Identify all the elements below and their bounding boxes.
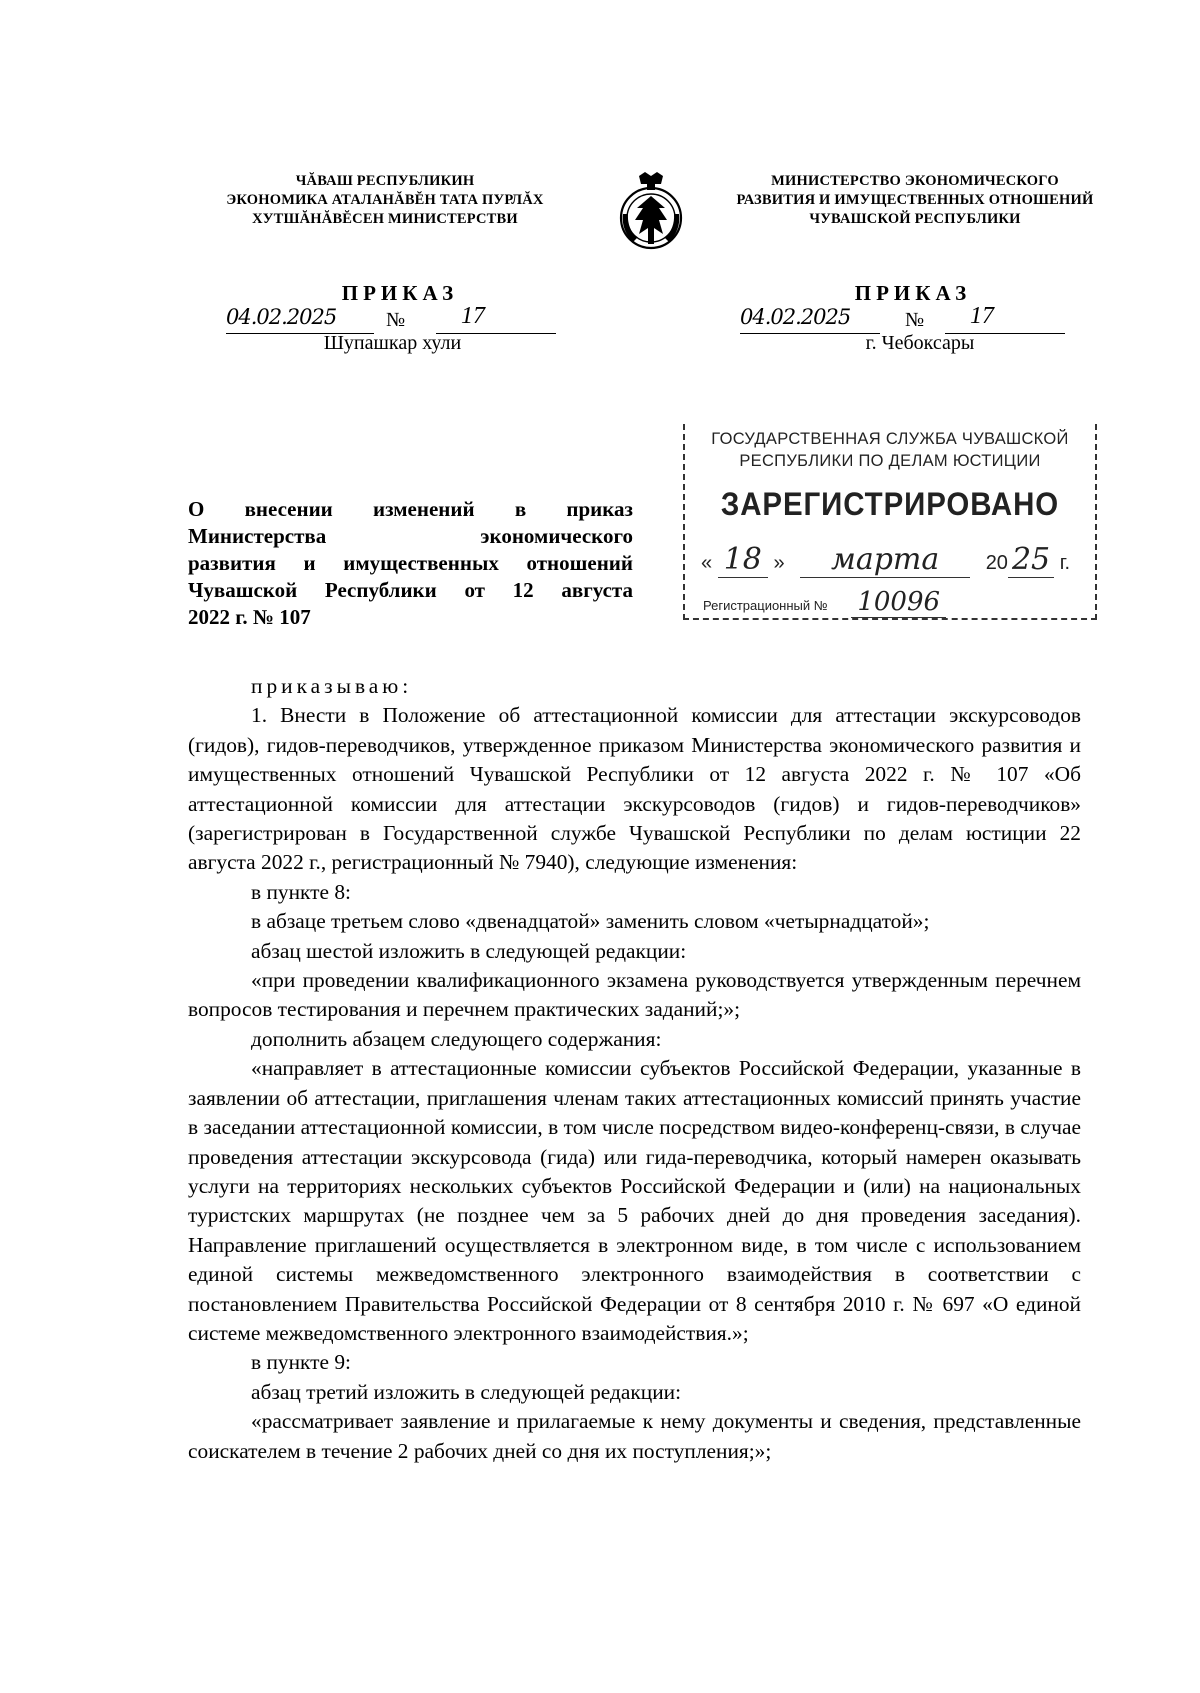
document-body xyxy=(188,672,1081,1466)
title-line5: 2022 г. № 107 xyxy=(188,605,311,629)
title-line4: Чувашской Республики от 12 августа xyxy=(188,578,633,602)
title-line3: развития и имущественных отношений xyxy=(188,551,633,575)
stamp-reg-number: 10096 xyxy=(851,587,946,618)
stamp-authority xyxy=(685,428,1095,472)
header-left xyxy=(205,172,565,229)
order-date-right: 04.02.2025 xyxy=(740,305,851,329)
order-date-left: 04.02.2025 xyxy=(226,305,337,329)
body-paragraph-10: «рассматривает заявление и прилагаемые к нему документы и сведения, представленные соискателем в течение 2 рабочих дней со дня их поступления;»; xyxy=(188,1409,1081,1463)
order-title-left: ПРИКАЗ xyxy=(341,281,459,305)
header-right-line1: МИНИСТЕРСТВО ЭКОНОМИЧЕСКОГО xyxy=(771,173,1059,189)
order-date-number-right xyxy=(740,303,1070,335)
body-paragraph-5: «при проведении квалификационного экзамена руководствуется утвержденным перечнем вопросов тестирования и перечнем практических заданий;»; xyxy=(188,968,1081,1022)
registration-stamp xyxy=(683,424,1097,620)
document-title xyxy=(188,496,633,631)
body-paragraph-6: дополнить абзацем следующего содержания: xyxy=(251,1026,662,1051)
order-place-left: Шупашкар хули xyxy=(323,332,462,354)
stamp-registration xyxy=(703,587,946,617)
stamp-status: ЗАРЕГИСТРИРОВАНО xyxy=(720,486,1060,522)
body-paragraph-2: в пункте 8: xyxy=(251,879,351,904)
body-paragraph-3: в абзаце третьем слово «двенадцатой» заменить словом «четырнадцатой»; xyxy=(251,909,930,934)
body-paragraph-9: абзац третий изложить в следующей редакции: xyxy=(251,1379,682,1404)
body-paragraph-4: абзац шестой изложить в следующей редакции: xyxy=(251,938,687,963)
header-left-line1: ЧĂВАШ РЕСПУБЛИКИН xyxy=(295,173,475,189)
number-sign-left: № xyxy=(386,309,406,331)
order-number-left: 17 xyxy=(461,303,485,329)
order-title-right: ПРИКАЗ xyxy=(854,281,972,305)
order-date-number-left xyxy=(226,303,556,335)
stamp-year-suffix: 25 xyxy=(1008,542,1054,578)
body-preamble: приказываю: xyxy=(251,674,413,698)
stamp-day: 18 xyxy=(718,542,768,578)
header-right-line2: РАЗВИТИЯ И ИМУЩЕСТВЕННЫХ ОТНОШЕНИЙ xyxy=(736,192,1094,208)
order-number-right: 17 xyxy=(970,303,994,329)
header-left-line2: ЭКОНОМИКА АТАЛАНĂВĔН ТАТА ПУРЛĂХ xyxy=(226,192,544,208)
body-paragraph-7: «направляет в аттестационные комиссии субъектов Российской Федерации, указанные в заявлении об аттестации, приглашения членам таких аттестационных комиссий принять участие в заседании аттестационной комиссии, в том числе посредством видео-конференц-связи, в случае проведения аттестации экскурсовода (гида) или гида-переводчика, который намерен оказывать услуги на территориях нескольких субъектов Российской Федерации и (или) на национальных туристских маршрутах (не позднее чем за 5 рабочих дней до дня проведения заседания). Направление приглашений осуществляется в электронном виде, в том числе с использованием единой системы межведомственного электронного взаимодействия в соответствии с постановлением Правительства Российской Федерации от 8 сентября 2010 г. № 697 «О единой системе межведомственного электронного взаимодействия.»; xyxy=(188,1056,1081,1345)
header-left-line3: ХУТШĂНĂВĔСЕН МИНИСТЕРСТВИ xyxy=(252,211,518,227)
stamp-line2: РЕСПУБЛИКИ ПО ДЕЛАМ ЮСТИЦИИ xyxy=(739,452,1041,470)
stamp-month: марта xyxy=(800,542,970,578)
stamp-year-prefix: 20 xyxy=(985,552,1008,574)
body-paragraph-8: в пункте 9: xyxy=(251,1350,351,1375)
header-right-line3: ЧУВАШСКОЙ РЕСПУБЛИКИ xyxy=(809,211,1021,227)
stamp-quote-open: « xyxy=(701,552,713,574)
title-line1: О внесении изменений в приказ xyxy=(188,497,633,521)
body-paragraph-1: 1. Внести в Положение об аттестационной комиссии для аттестации экскурсоводов (гидов), гидов-переводчиков, утвержденное приказом Министерства экономического развития и имущественных отношений Чувашской Республики от 12 августа 2022 г. № 107 «Об аттестационной комиссии для аттестации экскурсоводов (гидов) и гидов-переводчиков» (зарегистрирован в Государственной службе Чувашской Республики по делам юстиции 22 августа 2022 г., регистрационный № 7940), следующие изменения: xyxy=(188,703,1081,875)
stamp-reg-label: Регистрационный № xyxy=(703,598,828,613)
stamp-year-g: г. xyxy=(1059,552,1071,574)
header-right xyxy=(715,172,1115,229)
stamp-quote-close: » xyxy=(773,552,785,574)
order-place-right: г. Чебоксары xyxy=(865,332,975,354)
title-line2: Министерства экономического xyxy=(188,524,633,548)
number-sign-right: № xyxy=(905,309,925,331)
stamp-date xyxy=(701,542,1086,578)
coat-of-arms-icon xyxy=(613,168,689,256)
stamp-line1: ГОСУДАРСТВЕННАЯ СЛУЖБА ЧУВАШСКОЙ xyxy=(711,430,1069,448)
